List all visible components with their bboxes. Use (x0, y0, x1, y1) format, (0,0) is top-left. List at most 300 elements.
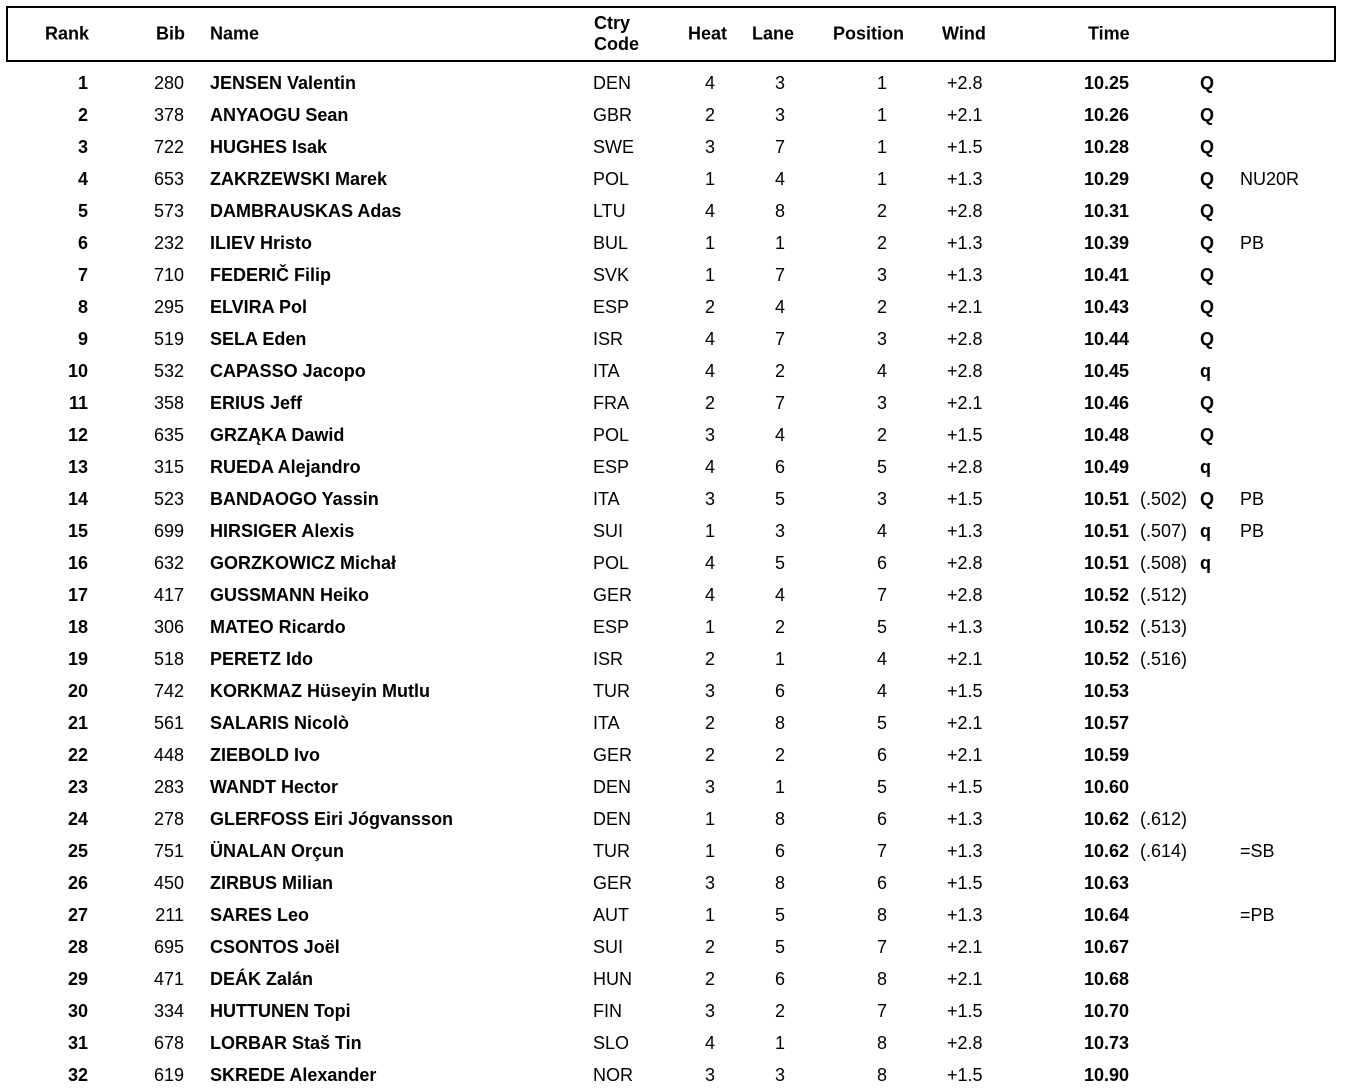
athlete-name: GRZĄKA Dawid (210, 425, 345, 445)
lane-cell: 7 (774, 393, 785, 413)
heat-cell: 1 (704, 617, 715, 637)
time-cell: 10.49 (1084, 457, 1130, 477)
country-code: GER (593, 873, 633, 893)
heat-cell: 4 (704, 73, 715, 93)
wind-cell: +2.8 (947, 361, 983, 381)
record-note: =PB (1240, 905, 1275, 925)
country-code: ITA (593, 713, 620, 733)
lane-cell: 3 (774, 521, 785, 541)
header-time: Time (1088, 23, 1130, 44)
time-cell: 10.90 (1084, 1065, 1130, 1085)
position-cell: 5 (876, 457, 887, 477)
athlete-name: BANDAOGO Yassin (210, 489, 379, 509)
header-wind: Wind (942, 23, 986, 44)
table-row (0, 131, 1345, 163)
bib-cell: 358 (153, 393, 184, 413)
position-cell: 6 (876, 553, 887, 573)
time-cell: 10.64 (1084, 905, 1130, 925)
table-row (0, 387, 1345, 419)
rank-cell: 31 (67, 1033, 88, 1053)
time-cell: 10.31 (1084, 201, 1130, 221)
time-split: (.513) (1140, 617, 1188, 637)
country-code: TUR (593, 841, 630, 861)
heat-cell: 4 (704, 361, 715, 381)
country-code: FIN (593, 1001, 622, 1021)
rank-cell: 4 (77, 169, 88, 189)
position-cell: 1 (876, 169, 887, 189)
table-row (0, 707, 1345, 739)
rank-cell: 24 (67, 809, 88, 829)
lane-cell: 5 (774, 905, 785, 925)
time-cell: 10.52 (1084, 617, 1130, 637)
athlete-name: DAMBRAUSKAS Adas (210, 201, 402, 221)
heat-cell: 3 (704, 681, 715, 701)
heat-cell: 1 (704, 233, 715, 253)
heat-cell: 3 (704, 777, 715, 797)
country-code: DEN (593, 809, 632, 829)
table-row (0, 611, 1345, 643)
position-cell: 7 (876, 1001, 887, 1021)
lane-cell: 2 (774, 617, 785, 637)
bib-cell: 417 (153, 585, 184, 605)
time-cell: 10.53 (1084, 681, 1130, 701)
time-cell: 10.51 (1084, 553, 1130, 573)
position-cell: 2 (876, 201, 887, 221)
qualification-mark: q (1200, 521, 1211, 541)
athlete-name: MATEO Ricardo (210, 617, 346, 637)
header-ctry-code (594, 13, 639, 55)
table-row (0, 867, 1345, 899)
time-split: (.516) (1140, 649, 1188, 669)
time-cell: 10.59 (1084, 745, 1130, 765)
time-cell: 10.62 (1084, 809, 1130, 829)
position-cell: 5 (876, 617, 887, 637)
lane-cell: 7 (774, 265, 785, 285)
table-row (0, 835, 1345, 867)
country-code: GBR (593, 105, 633, 125)
bib-cell: 751 (153, 841, 184, 861)
time-cell: 10.70 (1084, 1001, 1130, 1021)
country-code: DEN (593, 73, 632, 93)
lane-cell: 1 (774, 777, 785, 797)
athlete-name: DEÁK Zalán (210, 969, 314, 989)
bib-cell: 378 (153, 105, 184, 125)
country-code: SUI (593, 937, 624, 957)
rank-cell: 29 (67, 969, 88, 989)
table-row (0, 547, 1345, 579)
position-cell: 2 (876, 425, 887, 445)
rank-cell: 22 (67, 745, 88, 765)
bib-cell: 471 (153, 969, 184, 989)
rank-cell: 5 (77, 201, 88, 221)
bib-cell: 742 (153, 681, 184, 701)
lane-cell: 3 (774, 105, 785, 125)
bib-cell: 518 (153, 649, 184, 669)
header-name: Name (210, 23, 260, 44)
bib-cell: 635 (153, 425, 184, 445)
bib-cell: 283 (153, 777, 184, 797)
header-lane: Lane (752, 23, 795, 44)
athlete-name: JENSEN Valentin (210, 73, 357, 93)
table-row (0, 643, 1345, 675)
table-row (0, 771, 1345, 803)
lane-cell: 8 (774, 809, 785, 829)
qualification-mark: q (1200, 457, 1211, 477)
country-code: ISR (593, 329, 624, 349)
bib-cell: 450 (153, 873, 184, 893)
header-ctry-line2: Code (594, 34, 639, 54)
time-cell: 10.26 (1084, 105, 1130, 125)
table-row (0, 899, 1345, 931)
heat-cell: 1 (704, 841, 715, 861)
lane-cell: 7 (774, 329, 785, 349)
athlete-name: ILIEV Hristo (210, 233, 313, 253)
country-code: NOR (593, 1065, 633, 1085)
athlete-name: CAPASSO Jacopo (210, 361, 366, 381)
wind-cell: +2.1 (947, 937, 983, 957)
country-code: ESP (593, 617, 630, 637)
position-cell: 1 (876, 137, 887, 157)
bib-cell: 653 (153, 169, 184, 189)
heat-cell: 4 (704, 457, 715, 477)
country-code: TUR (593, 681, 630, 701)
lane-cell: 4 (774, 169, 785, 189)
position-cell: 1 (876, 73, 887, 93)
athlete-name: ZIEBOLD Ivo (210, 745, 321, 765)
position-cell: 5 (876, 713, 887, 733)
wind-cell: +1.3 (947, 841, 983, 861)
athlete-name: CSONTOS Joël (210, 937, 340, 957)
wind-cell: +1.3 (947, 905, 983, 925)
wind-cell: +2.8 (947, 553, 983, 573)
bib-cell: 519 (153, 329, 184, 349)
lane-cell: 3 (774, 1065, 785, 1085)
athlete-name: ZIRBUS Milian (210, 873, 334, 893)
athlete-name: LORBAR Staš Tin (210, 1033, 362, 1053)
lane-cell: 6 (774, 969, 785, 989)
heat-cell: 3 (704, 137, 715, 157)
table-row (0, 1027, 1345, 1059)
country-code: GER (593, 585, 633, 605)
table-row (0, 195, 1345, 227)
position-cell: 8 (876, 1033, 887, 1053)
time-cell: 10.41 (1084, 265, 1130, 285)
country-code: LTU (593, 201, 626, 221)
time-split: (.507) (1140, 521, 1188, 541)
country-code: POL (593, 553, 630, 573)
rank-cell: 8 (77, 297, 88, 317)
position-cell: 4 (876, 681, 887, 701)
bib-cell: 448 (153, 745, 184, 765)
heat-cell: 3 (704, 489, 715, 509)
heat-cell: 3 (704, 873, 715, 893)
bib-cell: 561 (153, 713, 184, 733)
time-cell: 10.52 (1084, 649, 1130, 669)
qualification-mark: Q (1200, 169, 1215, 189)
bib-cell: 619 (153, 1065, 184, 1085)
athlete-name: ZAKRZEWSKI Marek (210, 169, 388, 189)
wind-cell: +2.1 (947, 393, 983, 413)
table-row (0, 259, 1345, 291)
lane-cell: 6 (774, 841, 785, 861)
position-cell: 2 (876, 297, 887, 317)
time-cell: 10.29 (1084, 169, 1130, 189)
time-cell: 10.46 (1084, 393, 1130, 413)
table-row (0, 1059, 1345, 1091)
qualification-mark: Q (1200, 201, 1215, 221)
heat-cell: 2 (704, 297, 715, 317)
lane-cell: 2 (774, 361, 785, 381)
record-note: PB (1240, 521, 1265, 541)
bib-cell: 211 (155, 905, 184, 925)
rank-cell: 27 (67, 905, 88, 925)
qualification-mark: Q (1200, 329, 1215, 349)
athlete-name: KORKMAZ Hüseyin Mutlu (210, 681, 430, 701)
wind-cell: +1.3 (947, 521, 983, 541)
lane-cell: 5 (774, 937, 785, 957)
time-cell: 10.60 (1084, 777, 1130, 797)
header-bib: Bib (156, 23, 185, 44)
country-code: AUT (593, 905, 629, 925)
qualification-mark: Q (1200, 425, 1215, 445)
table-row (0, 67, 1345, 99)
bib-cell: 678 (153, 1033, 184, 1053)
lane-cell: 8 (774, 713, 785, 733)
lane-cell: 5 (774, 489, 785, 509)
time-cell: 10.73 (1084, 1033, 1130, 1053)
table-row (0, 963, 1345, 995)
table-row (0, 99, 1345, 131)
table-row (0, 227, 1345, 259)
time-cell: 10.52 (1084, 585, 1130, 605)
wind-cell: +2.1 (947, 105, 983, 125)
athlete-name: HUGHES Isak (210, 137, 328, 157)
time-split: (.508) (1140, 553, 1188, 573)
time-split: (.512) (1140, 585, 1188, 605)
table-row (0, 739, 1345, 771)
record-note: =SB (1240, 841, 1275, 861)
rank-cell: 18 (67, 617, 88, 637)
athlete-name: PERETZ Ido (210, 649, 313, 669)
bib-cell: 334 (153, 1001, 184, 1021)
time-cell: 10.45 (1084, 361, 1130, 381)
country-code: SUI (593, 521, 624, 541)
heat-cell: 2 (704, 969, 715, 989)
position-cell: 7 (876, 937, 887, 957)
wind-cell: +1.5 (947, 873, 983, 893)
header-rank: Rank (45, 23, 90, 44)
rank-cell: 26 (67, 873, 88, 893)
athlete-name: SARES Leo (210, 905, 310, 925)
heat-cell: 2 (704, 745, 715, 765)
athlete-name: ERIUS Jeff (210, 393, 303, 413)
heat-cell: 4 (704, 585, 715, 605)
qualification-mark: Q (1200, 489, 1215, 509)
lane-cell: 7 (774, 137, 785, 157)
lane-cell: 4 (774, 425, 785, 445)
table-row (0, 579, 1345, 611)
position-cell: 5 (876, 777, 887, 797)
country-code: ITA (593, 361, 620, 381)
time-split: (.612) (1140, 809, 1188, 829)
heat-cell: 3 (704, 1001, 715, 1021)
heat-cell: 2 (704, 713, 715, 733)
lane-cell: 8 (774, 201, 785, 221)
rank-cell: 6 (77, 233, 88, 253)
bib-cell: 295 (153, 297, 184, 317)
position-cell: 4 (876, 521, 887, 541)
time-cell: 10.67 (1084, 937, 1130, 957)
heat-cell: 1 (704, 265, 715, 285)
bib-cell: 532 (153, 361, 184, 381)
time-split: (.502) (1140, 489, 1188, 509)
country-code: ESP (593, 297, 630, 317)
table-row (0, 355, 1345, 387)
bib-cell: 722 (153, 137, 184, 157)
athlete-name: WANDT Hector (210, 777, 339, 797)
rank-cell: 12 (67, 425, 88, 445)
lane-cell: 6 (774, 681, 785, 701)
time-cell: 10.28 (1084, 137, 1130, 157)
athlete-name: ANYAOGU Sean (210, 105, 349, 125)
wind-cell: +1.5 (947, 425, 983, 445)
heat-cell: 2 (704, 649, 715, 669)
wind-cell: +1.5 (947, 489, 983, 509)
athlete-name: HIRSIGER Alexis (210, 521, 355, 541)
time-cell: 10.25 (1084, 73, 1130, 93)
rank-cell: 20 (67, 681, 88, 701)
qualification-mark: Q (1200, 297, 1215, 317)
position-cell: 6 (876, 873, 887, 893)
position-cell: 6 (876, 809, 887, 829)
wind-cell: +1.3 (947, 617, 983, 637)
country-code: SWE (593, 137, 635, 157)
record-note: NU20R (1240, 169, 1300, 189)
lane-cell: 2 (774, 1001, 785, 1021)
time-cell: 10.68 (1084, 969, 1130, 989)
heat-cell: 4 (704, 553, 715, 573)
wind-cell: +2.1 (947, 745, 983, 765)
rank-cell: 28 (67, 937, 88, 957)
country-code: BUL (593, 233, 629, 253)
heat-cell: 4 (704, 329, 715, 349)
heat-cell: 1 (704, 905, 715, 925)
wind-cell: +1.3 (947, 233, 983, 253)
heat-cell: 1 (704, 809, 715, 829)
position-cell: 4 (876, 361, 887, 381)
time-cell: 10.57 (1084, 713, 1130, 733)
qualification-mark: Q (1200, 105, 1215, 125)
wind-cell: +1.5 (947, 137, 983, 157)
header-ctry-line1: Ctry (594, 13, 631, 33)
wind-cell: +1.3 (947, 809, 983, 829)
lane-cell: 4 (774, 297, 785, 317)
wind-cell: +2.8 (947, 1033, 983, 1053)
rank-cell: 9 (77, 329, 88, 349)
athlete-name: GUSSMANN Heiko (210, 585, 370, 605)
position-cell: 1 (876, 105, 887, 125)
athlete-name: GLERFOSS Eiri Jógvansson (210, 809, 454, 829)
country-code: HUN (593, 969, 632, 989)
position-cell: 3 (876, 489, 887, 509)
bib-cell: 573 (153, 201, 184, 221)
time-cell: 10.51 (1084, 521, 1130, 541)
bib-cell: 632 (153, 553, 184, 573)
position-cell: 8 (876, 1065, 887, 1085)
rank-cell: 11 (68, 393, 88, 413)
rank-cell: 25 (67, 841, 88, 861)
position-cell: 7 (876, 841, 887, 861)
position-cell: 7 (876, 585, 887, 605)
wind-cell: +2.1 (947, 649, 983, 669)
heat-cell: 4 (704, 201, 715, 221)
qualification-mark: q (1200, 361, 1211, 381)
wind-cell: +1.3 (947, 265, 983, 285)
time-cell: 10.63 (1084, 873, 1130, 893)
athlete-name: SKREDE Alexander (210, 1065, 377, 1085)
heat-cell: 1 (704, 169, 715, 189)
bib-cell: 280 (153, 73, 184, 93)
heat-cell: 3 (704, 1065, 715, 1085)
time-cell: 10.51 (1084, 489, 1130, 509)
time-cell: 10.39 (1084, 233, 1130, 253)
wind-cell: +1.3 (947, 169, 983, 189)
table-row (0, 451, 1345, 483)
lane-cell: 1 (774, 649, 785, 669)
record-note: PB (1240, 233, 1265, 253)
athlete-name: ELVIRA Pol (210, 297, 308, 317)
country-code: SLO (593, 1033, 630, 1053)
country-code: SVK (593, 265, 630, 285)
wind-cell: +1.5 (947, 1001, 983, 1021)
position-cell: 2 (876, 233, 887, 253)
position-cell: 8 (876, 969, 887, 989)
time-cell: 10.48 (1084, 425, 1130, 445)
time-split: (.614) (1140, 841, 1188, 861)
bib-cell: 278 (153, 809, 184, 829)
rank-cell: 32 (67, 1065, 88, 1085)
time-cell: 10.44 (1084, 329, 1130, 349)
lane-cell: 1 (774, 233, 785, 253)
rank-cell: 1 (77, 73, 88, 93)
position-cell: 8 (876, 905, 887, 925)
time-cell: 10.43 (1084, 297, 1130, 317)
rank-cell: 13 (67, 457, 88, 477)
table-row (0, 931, 1345, 963)
table-row (0, 419, 1345, 451)
rank-cell: 2 (77, 105, 88, 125)
athlete-name: RUEDA Alejandro (210, 457, 361, 477)
wind-cell: +2.8 (947, 329, 983, 349)
qualification-mark: Q (1200, 73, 1215, 93)
qualification-mark: Q (1200, 137, 1215, 157)
position-cell: 6 (876, 745, 887, 765)
athlete-name: GORZKOWICZ Michał (210, 553, 396, 573)
heat-cell: 2 (704, 105, 715, 125)
qualification-mark: q (1200, 553, 1211, 573)
wind-cell: +1.5 (947, 777, 983, 797)
position-cell: 3 (876, 265, 887, 285)
lane-cell: 3 (774, 73, 785, 93)
table-row (0, 803, 1345, 835)
lane-cell: 1 (774, 1033, 785, 1053)
rank-cell: 23 (67, 777, 88, 797)
wind-cell: +2.1 (947, 297, 983, 317)
table-row (0, 675, 1345, 707)
qualification-mark: Q (1200, 265, 1215, 285)
wind-cell: +1.5 (947, 1065, 983, 1085)
lane-cell: 2 (774, 745, 785, 765)
